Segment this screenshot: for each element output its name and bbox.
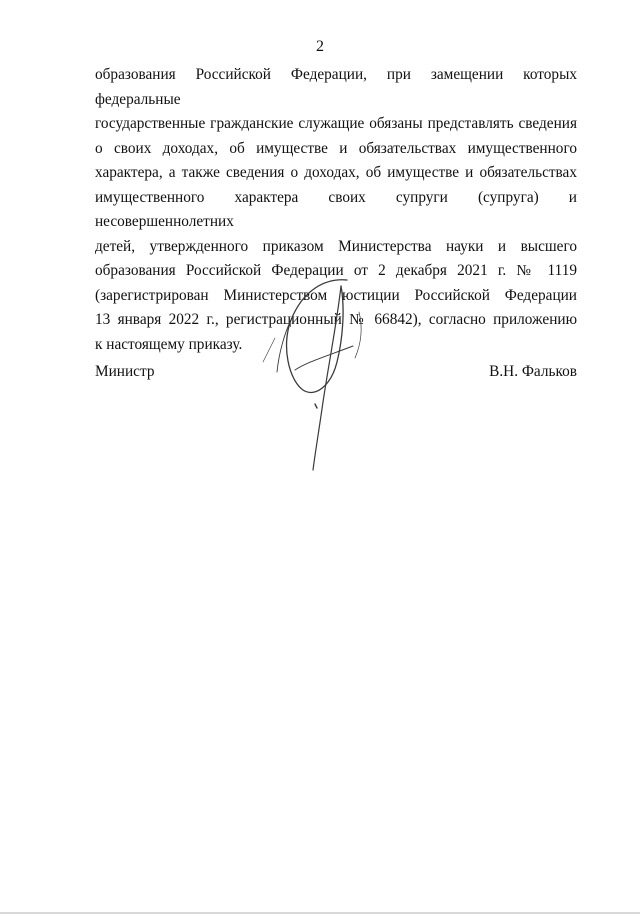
signatory-name: В.Н. Фальков (489, 363, 577, 380)
handwritten-signature (255, 262, 385, 482)
body-line: образования Российской Федерации, при замещении которых федеральные (95, 66, 577, 108)
body-line: 13 января 2022 г., регистрационный № 66842), согласно приложению (95, 311, 577, 328)
page-bottom-edge (0, 912, 640, 914)
signatory-position: Министр (95, 363, 155, 380)
body-line: (зарегистрирован Министерством юстиции Российской Федерации (95, 286, 577, 304)
body-line-last: к настоящему приказу. (95, 335, 243, 353)
body-line: характера, а также сведения о доходах, об имуществе и обязательствах (95, 164, 577, 181)
body-line: детей, утвержденного приказом Министерства науки и высшего (95, 237, 577, 255)
body-line: имущественного характера своих супруги (супруга) и несовершеннолетних (95, 188, 577, 230)
page-number: 2 (316, 38, 324, 55)
body-line: государственные гражданские служащие обязаны представлять сведения (95, 115, 577, 132)
body-line: образования Российской Федерации от 2 декабря 2021 г. № 1119 (95, 262, 577, 279)
body-line: о своих доходах, об имуществе и обязательствах имущественного (95, 139, 577, 157)
